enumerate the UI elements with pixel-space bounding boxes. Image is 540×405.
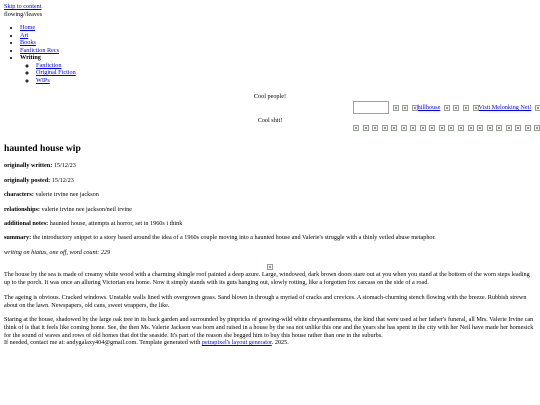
stamp-image (391, 125, 397, 131)
meta-written-value: 15/12/23 (53, 162, 76, 169)
meta-posted-value: 15/12/23 (51, 177, 74, 184)
badge-image[interactable] (393, 105, 399, 111)
stamp-image (363, 125, 369, 131)
nav-subitem-fanfiction (36, 62, 124, 70)
melonking-link-text: Visit Melonking Net! (478, 103, 532, 111)
cool-people-caption: Cool people! (253, 93, 287, 100)
stamp-image (458, 125, 464, 131)
friend-button-image[interactable] (353, 101, 389, 114)
meta-notes (4, 220, 182, 228)
stamp-image (439, 125, 445, 131)
meta-summary-label: summary: (4, 234, 32, 241)
stamp-image (477, 125, 483, 131)
badge-image[interactable] (444, 105, 450, 111)
cool-shit-badges (353, 124, 540, 132)
nav-subitem-wips (36, 77, 124, 85)
meta-written-label: originally written: (4, 162, 53, 169)
hillhouse-link[interactable] (412, 104, 441, 111)
story-paragraph-3: Staring at the house, shadowed by the large oak tree in its back garden and surrounded by pinpricks of growing-wild white chrysanthemums, the kind that were used at her father's funeral, all Mrs. Valerie Irvine can think of is that it feels like coming home. See, the then Ms. Valerie Jackson was born and raised in a house by the sea not unlike this one and the years she has spent in the city with her Neil have made her homesick for the sound of waves and rows of old homes that dot the seaside. It's part of the reason she begged him to buy this house rather than one in the suburbs. (4, 316, 534, 339)
nav-link-original-fiction[interactable]: Original Fiction (36, 69, 76, 76)
meta-posted (4, 177, 74, 185)
stamp-image (515, 125, 521, 131)
stamp-image (410, 125, 416, 131)
meta-characters-label: characters: (4, 191, 34, 198)
divider-image (267, 264, 273, 270)
stamp-image (401, 125, 407, 131)
stamp-image (372, 125, 378, 131)
meta-relationships-value: valerie irvine nee jackson/neil irvine (41, 206, 132, 213)
stamp-image (382, 125, 388, 131)
stamp-image (496, 125, 502, 131)
layout-generator-link[interactable]: petrapixel's layout generator (201, 339, 272, 346)
stamp-image (487, 125, 493, 131)
stamp-image (420, 125, 426, 131)
nav-item-home (20, 24, 124, 32)
badge-image[interactable] (453, 105, 459, 111)
melonking-badge-icon (473, 105, 479, 111)
meta-characters-value: valerie irvine nee jackson (35, 191, 99, 198)
hillhouse-link-text: hillhouse (417, 103, 441, 111)
stamp-image (429, 125, 435, 131)
badge-image[interactable] (463, 105, 469, 111)
meta-written (4, 162, 76, 170)
nav-link-home[interactable]: Home (20, 24, 36, 31)
nav-label-writing: Writing (20, 54, 41, 61)
nav-item-fanfiction-recs (20, 47, 124, 55)
meta-notes-label: additional notes: (4, 220, 49, 227)
site-title: flowing//leaves (4, 11, 43, 18)
nav-link-wips[interactable]: WIPs (36, 76, 50, 84)
meta-posted-label: originally posted: (4, 177, 51, 184)
nav-link-art[interactable]: Art (20, 31, 29, 39)
stamp-image (506, 125, 512, 131)
nav-item-writing (20, 54, 124, 84)
main-nav (4, 24, 124, 84)
nav-link-fanfiction-recs[interactable]: Fanfiction Recs (20, 46, 60, 54)
stamp-image (353, 125, 359, 131)
footer-contact-text: If needed, contact me at: andygalaxy404@gmail.com. Template generated with (4, 339, 202, 346)
footer-year-text: . 2025. (271, 339, 289, 346)
meta-relationships (4, 206, 132, 214)
badge-image[interactable] (402, 105, 408, 111)
stamp-image (468, 125, 474, 131)
meta-summary-value: the introductory snippet to a story based around the idea of a 1960s couple moving into a haunted house and Valerie's struggle with a thinly veiled abuse metaphor. (32, 234, 436, 241)
nav-item-books (20, 39, 124, 47)
nav-subitem-original-fiction (36, 69, 124, 77)
nav-link-books[interactable]: Books (20, 39, 36, 46)
meta-relationships-label: relationships: (4, 206, 40, 213)
story-paragraph-2: The ageing is obvious. Cracked windows. Unstable walls lined with overgrown grass. Sand blown in through a myriad of cracks and crevices. A stomach-churning stench flowing with the breeze. Rubbish strewn about on the lawn. Newspapers, old cans, sweet wrappers, the like. (4, 294, 527, 309)
meta-summary (4, 234, 534, 242)
cool-shit-caption: Cool shit! (257, 117, 283, 124)
stamp-image (525, 125, 531, 131)
stamp-image (448, 125, 454, 131)
melonking-link[interactable] (473, 104, 532, 111)
hillhouse-badge-icon (412, 105, 418, 111)
nav-item-art (20, 32, 124, 40)
badge-image[interactable] (535, 105, 540, 111)
skip-to-content-link[interactable]: Skip to content (4, 3, 42, 10)
story-paragraph-1: The house by the sea is made of creamy white wood with a charming shingle roof painted a deep azure. Large, windowed, dark brown doors stare out at you when you stand at the bottom of the worn steps leading up to the porch. It was once an alluring Victorian era home. Now it simply stands with its guts hanging out, slowly rotting, like a forgotten fox carcass on the side of a road. (4, 271, 530, 286)
post-status-line: writing on hiatus, one off, word count: 229 (4, 249, 111, 256)
stamp-image (534, 125, 540, 131)
meta-characters (4, 191, 99, 199)
cool-people-badges (353, 101, 540, 114)
post-title: haunted house wip (4, 143, 81, 154)
nav-link-fanfiction[interactable]: Fanfiction (36, 61, 62, 69)
meta-notes-value: haunted house, attempts at horror, set in 1960s i think (49, 220, 183, 227)
footer (4, 339, 534, 347)
